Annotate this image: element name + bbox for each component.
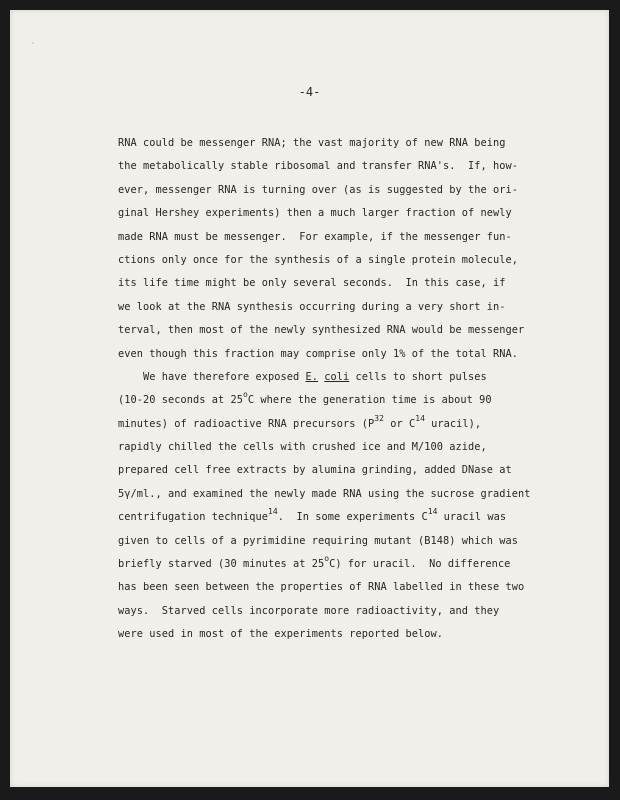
degree-symbol: o — [243, 390, 248, 400]
text-line: ways. Starved cells incorporate more radioactivity, and they — [118, 604, 500, 617]
text-line: RNA could be messenger RNA; the vast majority of new RNA being — [118, 137, 506, 149]
text-line: minutes) of radioactive RNA precursors ($P^{32}$ or $C^{14}$ uracil), — [118, 413, 482, 430]
isotope-superscript: 14 — [415, 413, 425, 423]
text-line: (10-20 seconds at 25$^o$C where the generation time is about 90 — [118, 390, 492, 407]
text-line: has been seen between the properties of RNA labelled in these two — [118, 581, 525, 594]
reference-superscript: 14 — [267, 507, 278, 517]
text-line: 5γ/ml., and examined the newly made RNA using the sucrose gradient — [118, 487, 531, 500]
text-line: prepared cell free extracts by alumina grinding, added DNase at — [118, 464, 512, 477]
text-line: were used in most of the experiments reported below. — [118, 628, 443, 641]
text-line: made RNA must be messenger. For example, if the messenger fun- — [118, 230, 512, 243]
text-line: ctions only once for the synthesis of a single protein molecule, — [118, 253, 518, 266]
text-line: we look at the RNA synthesis occurring during a very short in- — [118, 300, 506, 313]
text-line: even though this fraction may comprise only 1% of the total RNA. — [118, 347, 518, 360]
species-genus: E. — [305, 370, 318, 383]
isotope-superscript: 32 — [374, 413, 384, 423]
text-line: its life time might be only several seconds. In this case, if — [118, 277, 506, 290]
margin-speck — [32, 42, 34, 44]
text-line: We have therefore exposed E. coli cells to short pulses — [118, 370, 487, 383]
text-line: briefly starved (30 minutes at 25$^o$C) for uracil. No difference — [118, 554, 511, 571]
document-page — [10, 10, 609, 787]
body-text — [118, 132, 538, 647]
page-number: -4- — [298, 85, 321, 99]
text-line: rapidly chilled the cells with crushed ice and M/100 azide, — [118, 441, 487, 454]
paragraph-2 — [118, 366, 538, 647]
species-name: coli — [324, 370, 350, 383]
text-line: the metabolically stable ribosomal and transfer RNA's. If, how- — [118, 160, 518, 173]
paragraph-1 — [118, 132, 538, 366]
degree-symbol: o — [324, 554, 330, 564]
text-line: ever, messenger RNA is turning over (as is suggested by the ori- — [118, 183, 518, 196]
isotope-superscript: 14 — [427, 507, 438, 517]
text-line: ginal Hershey experiments) then a much larger fraction of newly — [118, 207, 512, 220]
text-line: centrifugation technique$^{14}$. In some experiments $C^{14}$ uracil was — [118, 507, 507, 524]
text-line: terval, then most of the newly synthesized RNA would be messenger — [118, 324, 525, 337]
text-line: given to cells of a pyrimidine requiring mutant (B148) which was — [118, 534, 518, 547]
